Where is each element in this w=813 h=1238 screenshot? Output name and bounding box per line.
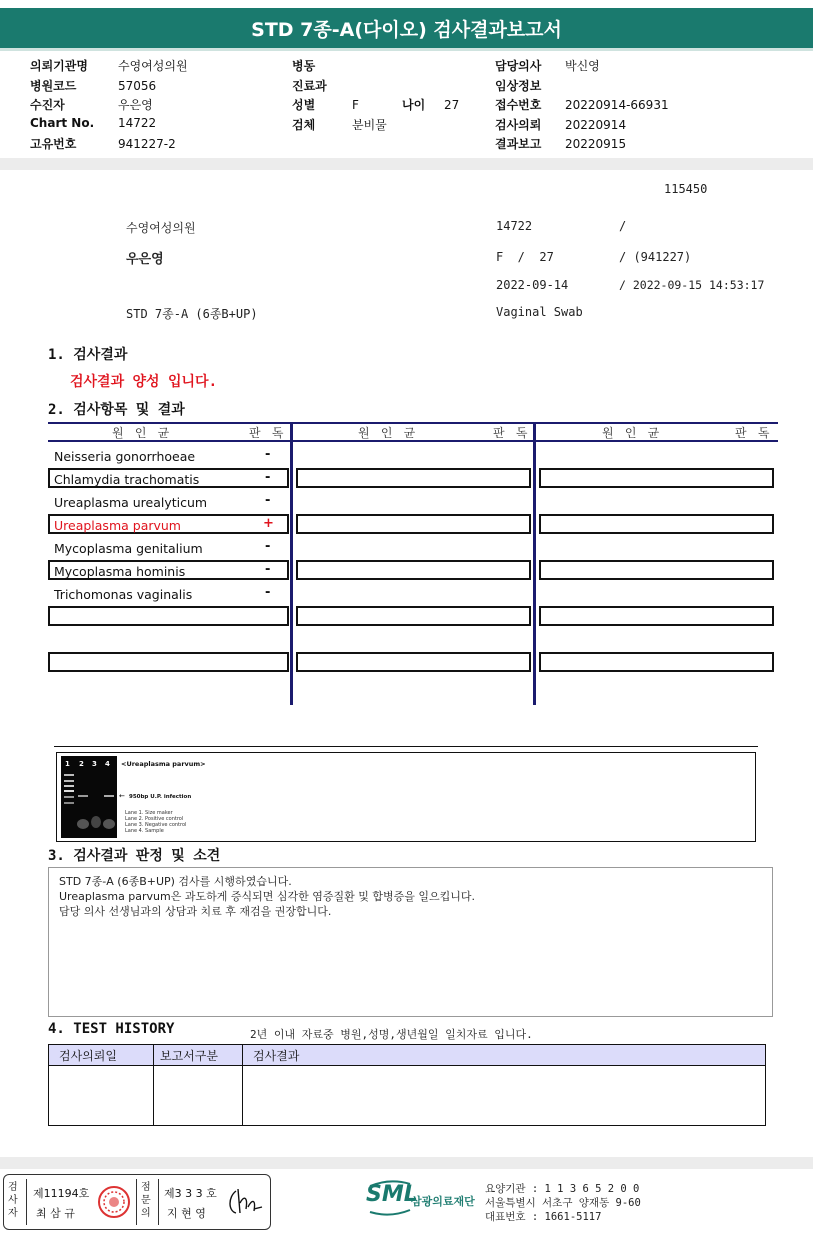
sig1-role-char: 사 (8, 1195, 18, 1206)
gel-image-frame (56, 752, 756, 842)
section3-heading: 3. 검사결과 판정 및 소견 (48, 848, 221, 864)
history-cell (154, 1066, 243, 1126)
gel-title: <Ureaplasma parvum> (121, 760, 206, 768)
row-box (48, 652, 289, 672)
summary-request-date: 2022-09-14 (496, 278, 569, 292)
result-u-parvum: + (263, 516, 274, 531)
row-box (296, 652, 531, 672)
meta-col3 (495, 57, 669, 155)
sig2-role-char: 의 (141, 1208, 151, 1219)
result-m-hominis: - (265, 562, 271, 577)
section4-heading: 4. TEST HISTORY (48, 1021, 175, 1037)
history-cell (243, 1066, 766, 1126)
summary-sex-age: F / 27 (496, 250, 554, 264)
org-name: 삼광의료재단 (411, 1195, 475, 1208)
lane-1-label: 1 (65, 760, 70, 768)
result-m-genitalium: - (265, 539, 271, 554)
meta-label: Chart No. (30, 115, 95, 130)
row-box (539, 514, 774, 534)
section1-heading: 1. 검사결과 (48, 347, 128, 363)
result-neisseria: - (265, 447, 271, 462)
meta-value: 분비물 (352, 117, 387, 132)
sig2-role-char: 문 (141, 1195, 151, 1206)
meta-value: 57056 (118, 78, 157, 93)
gel-electrophoresis-image (59, 754, 279, 840)
result-u-urealyticum: - (265, 493, 271, 508)
legend-lane-1: Lane 1. Size maker (125, 810, 173, 816)
meta-label: 임상정보 (495, 78, 542, 93)
meta-value: F (352, 98, 359, 112)
comment-line: Ureaplasma parvum은 과도하게 증식되면 심각한 염증질환 및 합병증을 일으킵니다. (59, 890, 475, 903)
row-box (296, 468, 531, 488)
meta-value: 14722 (118, 115, 157, 130)
summary-specimen: Vaginal Swab (496, 305, 583, 319)
report-title: STD 7종-A(다이오) 검사결과보고서 (251, 18, 562, 41)
meta-label: 고유번호 (30, 137, 77, 151)
summary-slash: / (619, 219, 627, 233)
organism-trichomonas: Trichomonas vaginalis (54, 587, 193, 602)
result-chlamydia: - (265, 470, 271, 485)
sig1-license: 제11194호 (33, 1187, 90, 1200)
sig1-role (8, 1181, 18, 1220)
inst-code: 요양기관 : 1 1 3 6 5 2 0 0 (485, 1183, 640, 1195)
org-address: 서울특별시 서초구 양재동 9-60 (485, 1197, 641, 1209)
sml-logo: SML (366, 1182, 418, 1207)
organism-u-parvum: Ureaplasma parvum (54, 518, 181, 533)
gel-top-rule (54, 746, 758, 747)
column-divider (290, 423, 293, 705)
sig2-role (141, 1181, 151, 1220)
col-judge-2: 판 독 (493, 426, 530, 440)
org-phone: 대표번호 : 1661-5117 (485, 1211, 602, 1223)
meta-label: 진료과 (292, 78, 327, 93)
col-judge-3: 판 독 (735, 426, 772, 440)
official-seal-icon (97, 1185, 131, 1219)
row-box (48, 606, 289, 626)
row-box (296, 560, 531, 580)
row-box (539, 560, 774, 580)
organism-chlamydia: Chlamydia trachomatis (54, 472, 200, 487)
meta-col2 (292, 57, 459, 135)
meta-value: 941227-2 (118, 137, 176, 151)
legend-lane-4: Lane 4. Sample (125, 828, 164, 834)
legend-lane-2: Lane 2. Positive control (125, 816, 184, 822)
sig2-role-char: 점 (141, 1182, 151, 1193)
sig-divider (26, 1179, 27, 1225)
signature-box (3, 1174, 271, 1230)
summary-patient: 우은영 (126, 252, 164, 267)
organism-m-genitalium: Mycoplasma genitalium (54, 541, 203, 556)
meta-label: 의뢰기관명 (30, 59, 88, 73)
section2-heading: 2. 검사항목 및 결과 (48, 402, 185, 418)
report-title-bar (0, 8, 813, 51)
history-table (48, 1044, 766, 1126)
organism-u-urealyticum: Ureaplasma urealyticum (54, 495, 208, 510)
band-arrow-icon: ← (119, 792, 125, 800)
col-judge-1: 판 독 (249, 426, 286, 440)
meta-label: 검체 (292, 117, 316, 132)
sig-divider (158, 1179, 159, 1225)
meta-value: 20220914-66931 (565, 98, 669, 112)
col-organism-3: 원 인 균 (602, 426, 662, 440)
separator (0, 158, 813, 170)
summary-birth: / (941227) (619, 250, 692, 264)
column-divider (533, 423, 536, 705)
summary-chart: 14722 (496, 219, 533, 233)
col-organism-1: 원 인 균 (112, 426, 172, 440)
age-label: 나이 (402, 98, 426, 112)
positive-result-text: 검사결과 양성 입니다. (70, 374, 218, 390)
sig1-name: 최 삼 규 (36, 1207, 75, 1220)
row-box (296, 514, 531, 534)
meta-value: 우은영 (118, 98, 153, 112)
sig1-role-char: 자 (8, 1208, 18, 1219)
comment-box (48, 867, 773, 1017)
sig1-role-char: 검 (8, 1182, 18, 1193)
logo-swoosh-icon (366, 1178, 412, 1216)
meta-label: 수진자 (30, 98, 65, 112)
lane-3-label: 3 (92, 760, 97, 768)
meta-col1 (30, 57, 188, 155)
history-col-result: 검사결과 (243, 1045, 766, 1066)
meta-label: 병동 (292, 59, 316, 73)
sig-divider (136, 1179, 137, 1225)
meta-value: 20220915 (565, 137, 627, 151)
meta-label: 검사의뢰 (495, 117, 542, 132)
summary-report-datetime: / 2022-09-15 14:53:17 (619, 278, 765, 292)
age-value: 27 (444, 98, 460, 112)
sig2-license: 제3 3 3 호 (164, 1187, 217, 1200)
report-code: 115450 (664, 182, 708, 196)
history-cell (49, 1066, 154, 1126)
handwritten-signature-icon (226, 1185, 266, 1219)
meta-value: 수영여성의원 (118, 59, 188, 73)
meta-label: 담당의사 (495, 59, 542, 73)
row-box (539, 606, 774, 626)
band-label: 950bp U.P. infection (129, 794, 192, 800)
comment-line: STD 7종-A (6종B+UP) 검사를 시행하였습니다. (59, 875, 292, 888)
result-trichomonas: - (265, 585, 271, 600)
meta-value: 20220914 (565, 117, 627, 132)
meta-label: 성별 (292, 98, 316, 112)
legend-lane-3: Lane 3. Negative control (125, 822, 187, 828)
row-box (539, 468, 774, 488)
row-box (296, 606, 531, 626)
summary-test-name: STD 7종-A (6종B+UP) (126, 307, 258, 321)
history-col-request-date: 검사의뢰일 (49, 1045, 154, 1066)
footer-separator (0, 1157, 813, 1169)
meta-label: 결과보고 (495, 137, 542, 151)
sig2-name: 지 현 영 (167, 1207, 206, 1220)
history-note: 2년 이내 자료중 병원,성명,생년월일 일치자료 입니다. (250, 1028, 533, 1041)
history-col-report-type: 보고서구분 (154, 1045, 243, 1066)
comment-line: 담당 의사 선생님과의 상담과 치료 후 재검을 권장합니다. (59, 905, 332, 918)
meta-label: 병원코드 (30, 78, 77, 93)
summary-clinic: 수영여성의원 (126, 221, 196, 235)
lane-2-label: 2 (79, 760, 84, 768)
col-organism-2: 원 인 균 (358, 426, 418, 440)
org-contact (485, 1182, 641, 1224)
organism-neisseria: Neisseria gonorrhoeae (54, 449, 196, 464)
meta-label: 접수번호 (495, 98, 542, 112)
meta-value: 박신영 (565, 59, 600, 73)
row-box (539, 652, 774, 672)
organism-m-hominis: Mycoplasma hominis (54, 564, 186, 579)
lane-4-label: 4 (105, 760, 110, 768)
